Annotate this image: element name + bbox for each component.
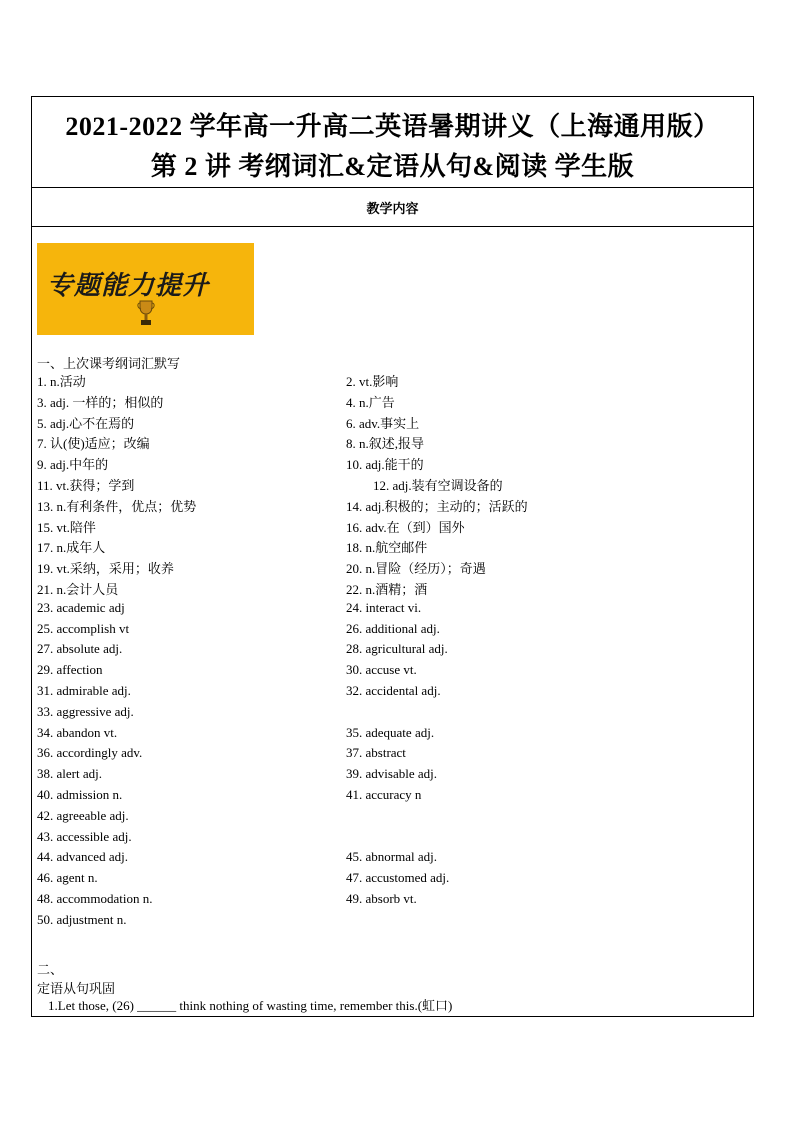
title-cell [32, 97, 753, 188]
exercise-sentence: 1.Let those, (26) ______ think nothing of wasting time, remember this.(虹口) [48, 998, 453, 1013]
vocab-item-right: 26. additional adj. [346, 620, 440, 636]
vocab-item-left: 5. adj.心不在焉的 [37, 415, 135, 431]
vocab-row [37, 433, 737, 454]
vocab-item-left: 43. accessible adj. [37, 828, 132, 844]
vocab-row [37, 392, 737, 413]
vocab-row [37, 475, 737, 496]
vocab-item-left: 25. accomplish vt [37, 620, 130, 636]
vocab-item-right: 20. n.冒险（经历）；奇遇 [346, 561, 486, 577]
trophy-icon [137, 299, 155, 327]
vocab-row [37, 891, 737, 912]
vocab-item-right: 32. accidental adj. [346, 682, 441, 698]
vocab-item-right: 24. interact vi. [346, 599, 422, 615]
vocab-item-right: 14. adj.积极的；主动的；活跃的 [346, 498, 528, 514]
vocab-row [37, 849, 737, 870]
vocab-item-left: 21. n.会计人员 [37, 581, 119, 597]
content-label-cell [32, 188, 753, 227]
banner-text: 专题能力提升 [47, 271, 210, 301]
section1-title: 一、上次课考纲词汇默写 [37, 357, 181, 372]
vocab-row [37, 808, 737, 829]
vocab-item-left: 48. accommodation n. [37, 890, 153, 906]
vocab-item-right: 39. advisable adj. [346, 766, 437, 782]
vocab-row [37, 496, 737, 517]
vocab-item-left: 38. alert adj. [37, 766, 102, 782]
vocab-item-left: 13. n.有利条件，优点；优势 [37, 498, 197, 514]
vocab-item-right: 8. n.叙述,报导 [346, 436, 425, 452]
vocab-row [37, 558, 737, 579]
vocab-row [37, 912, 737, 933]
vocab-item-left: 46. agent n. [37, 870, 98, 886]
vocab-row [37, 725, 737, 746]
vocab-item-left: 31. admirable adj. [37, 682, 131, 698]
vocab-item-left: 9. adj.中年的 [37, 457, 109, 473]
vocab-row [37, 745, 737, 766]
vocab-item-left: 19. vt.采纳，采用；收养 [37, 561, 174, 577]
vocab-row [37, 683, 737, 704]
vocab-item-left: 36. accordingly adv. [37, 745, 143, 761]
vocab-row [37, 704, 737, 725]
vocab-item-right: 49. absorb vt. [346, 890, 417, 906]
vocab-row [37, 454, 737, 475]
vocab-item-right: 41. accuracy n [346, 786, 422, 802]
vocab-item-right: 6. adv.事实上 [346, 415, 420, 431]
page-title: 2021-2022 学年高一升高二英语暑期讲义（上海通用版） [65, 112, 720, 141]
vocab-row [37, 662, 737, 683]
vocab-item-left: 1. n.活动 [37, 374, 86, 389]
vocab-item-left: 50. adjustment n. [37, 911, 127, 927]
vocab-item-right: 45. abnormal adj. [346, 849, 437, 865]
vocab-item-right: 30. accuse vt. [346, 662, 417, 678]
vocab-item-right: 28. agricultural adj. [346, 641, 448, 657]
vocab-row [37, 766, 737, 787]
vocab-item-left: 40. admission n. [37, 786, 123, 802]
vocab-row [37, 621, 737, 642]
vocab-item-left: 7. 认(使)适应；改编 [37, 436, 150, 452]
vocab-item-right: 47. accustomed adj. [346, 870, 450, 886]
section2-title: 二、 [37, 963, 64, 978]
vocab-row [37, 641, 737, 662]
vocab-row [37, 787, 737, 808]
vocab-item-right: 35. adequate adj. [346, 724, 435, 740]
vocab-item-left: 17. n.成年人 [37, 540, 106, 556]
vocab-item-right: 10. adj.能干的 [346, 457, 424, 473]
vocab-list [37, 371, 737, 933]
vocab-item-left: 44. advanced adj. [37, 849, 128, 865]
vocab-item-right: 12. adj.装有空调设备的 [373, 477, 503, 493]
vocab-item-left: 29. affection [37, 662, 103, 678]
page-subtitle: 第 2 讲 考纲词汇&定语从句&阅读 学生版 [150, 152, 635, 181]
vocab-item-right: 2. vt.影响 [346, 374, 399, 389]
vocab-item-left: 23. academic adj [37, 599, 125, 615]
vocab-row [37, 829, 737, 850]
vocab-item-right: 4. n.广告 [346, 394, 395, 410]
vocab-row [37, 870, 737, 891]
section2-subtitle: 定语从句巩固 [37, 982, 116, 997]
vocab-item-left: 15. vt.陪伴 [37, 519, 96, 535]
vocab-row [37, 579, 737, 600]
vocab-item-left: 34. abandon vt. [37, 724, 118, 740]
vocab-item-right: 18. n.航空邮件 [346, 540, 428, 556]
vocab-item-left: 11. vt.获得；学到 [37, 477, 135, 493]
topic-banner [37, 243, 254, 335]
vocab-item-right: 22. n.酒精；酒 [346, 581, 428, 597]
content-label: 教学内容 [366, 202, 419, 217]
vocab-row [37, 371, 737, 392]
vocab-item-left: 42. agreeable adj. [37, 807, 129, 823]
vocab-row [37, 537, 737, 558]
vocab-item-left: 27. absolute adj. [37, 641, 123, 657]
vocab-item-left: 33. aggressive adj. [37, 703, 134, 719]
vocab-row [37, 600, 737, 621]
vocab-row [37, 413, 737, 434]
vocab-item-left: 3. adj. 一样的；相似的 [37, 394, 164, 410]
vocab-row [37, 517, 737, 538]
document-table [31, 96, 754, 1017]
vocab-item-right: 16. adv.在（到）国外 [346, 519, 465, 535]
vocab-item-right: 37. abstract [346, 745, 406, 761]
